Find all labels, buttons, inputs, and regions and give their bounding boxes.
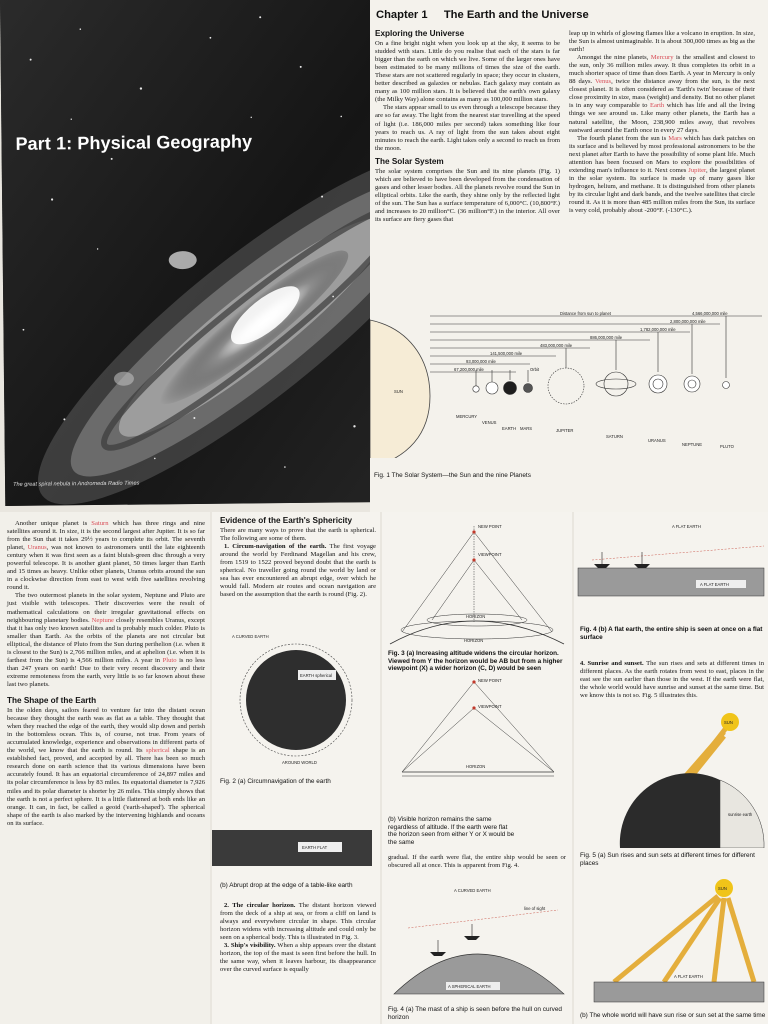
evidence-page [212, 512, 380, 1024]
planet-label-jupiter: JUPITER [556, 428, 574, 433]
fig3b-horizon-label: HORIZON [466, 764, 486, 769]
fig5a-sunrise-diagram [574, 708, 768, 848]
fig5b-caption: (b) The whole world will have sun rise or sun set at the same time [580, 1012, 766, 1019]
fig2b-caption: (b) Abrupt drop at the edge of a table-like earth [220, 882, 353, 889]
saturn-highlight: Saturn [91, 520, 109, 527]
neptune-planet [684, 376, 700, 392]
jupiter-highlight: Jupiter [688, 166, 706, 174]
orbit-label: Orbit [530, 367, 540, 372]
evidence-items-2-3 [220, 902, 376, 974]
uranus-planet [649, 375, 667, 393]
fig3a-horizon-label-2: HORIZON [464, 638, 484, 643]
mercury-planet [473, 386, 479, 392]
fig4a-title: A CURVED EARTH [454, 888, 491, 893]
planet-label-mercury: MERCURY [456, 414, 478, 419]
planets-text-column [7, 520, 205, 828]
neptune-highlight: Neptune [91, 616, 114, 624]
solar-paragraph-1b: leap up in whirls of glowing flames like a volcano in eruption. In size, the Sun is almost unimaginable. It is about 300,000 times as big as the earth! [569, 30, 755, 54]
shape-heading: The Shape of the Earth [7, 695, 97, 705]
solar-paragraph-1a: The solar system comprises the Sun and its nine planets (Fig. 1) which are believed to have been developed from the condensation of gases and other lesser bodies. All the planets revolve round the Sun in elliptical orbits. Like the earth, they shine only by the reflected light of the sun. The Sun has a surface temperature of 6,000°C. (10,800°F.) and increases to 20 million°C. (36 million°F.) in the interior. All over its surface are fiery gases that [375, 167, 560, 224]
distance-mars: 141,500,000 mile [490, 351, 523, 356]
fig5a-caption: Fig. 5 (a) Sun rises and sun sets at different times for different places [580, 852, 755, 867]
sun-label: SUN [394, 389, 403, 394]
fig2a-circumnavigation-diagram [212, 630, 380, 770]
andromeda-galaxy-image [0, 0, 377, 506]
fig3a-viewpoint-label: VIEWPOINT [478, 552, 502, 557]
evidence-heading: Evidence of the Earth's Sphericity [220, 516, 353, 525]
exploring-paragraph-1: On a fine bright night when you look up at the sky, it seems to be studded with stars. Little do you realise that each of the stars is far bigger than the earth on which we live. Some of the larger ones have been estimated to be many millions of times the size of the earth. These stars are not scattered regularly in space; they occur in clusters, better described as galaxies or nebulas. Each galaxy may contain as many as 100 million stars. It is believed that the earth's own galaxy (the Milky Way) alone contains as many as 100,000 million stars. [375, 40, 560, 104]
planet-label-uranus: URANUS [648, 438, 666, 443]
planet-label-saturn: SATURN [606, 434, 623, 439]
distance-saturn: 886,000,000 mile [590, 335, 623, 340]
distance-pluto: 4,566,000,000 mile [692, 311, 728, 316]
fig4a-caption: Fig. 4 (a) The mast of a ship is seen before the hull on curved horizon [388, 1006, 562, 1021]
fig2b-flat-earth-diagram [212, 812, 380, 872]
chapter-number: Chapter 1 [376, 9, 428, 21]
mars-highlight: Mars [668, 134, 682, 142]
fig4a-sight-label: line of sight [524, 906, 546, 911]
distance-venus: 67,200,000 mile [454, 367, 484, 372]
jupiter-planet [548, 368, 584, 404]
fig5a-sun-label: SUN [724, 720, 733, 725]
spherical-highlight: spherical [145, 747, 170, 755]
fig4b-title: A FLAT EARTH [672, 524, 701, 529]
evidence-intro: There are many ways to prove that the earth is spherical. The following are some of them. [220, 527, 376, 543]
fig4b-caption: Fig. 4 (b) A flat earth, the entire ship is seen at once on a flat surface [580, 626, 763, 641]
solar-heading: The Solar System [375, 156, 444, 166]
neptune-pluto-paragraph: The two outermost planets in the solar system, Neptune and Pluto are just visible with telescopes. Their discoveries were the result of mathematical calculations on their irregular gravitational effects on neighbouring planetary bodies. Neptune closely resembles Uranus, except that it has only two known satellites and is probably much colder. Pluto is smaller than Earth. As the orbits of the planets are not circular but elliptical, the distance of Pluto from the Sun during perihelion (i.e. when it is closest to the Sun) is 2,766 million miles, and at aphelion (i.e. when it is farthest from the Sun) is 4,566 million miles. A year in Pluto is no less than 247 years on earth! Due to their very recent discovery and their extreme remoteness from the earth, very little is so far known about these last two planets. [7, 592, 206, 688]
fig2a-curved-label: A CURVED EARTH [232, 634, 269, 639]
sunrise-paragraph: 4. Sunrise and sunset. The sun rises and sets at different times in different places. As the earth rotates from west to east, places in the east see the sun earlier than those in the west. If the earth were flat, the whole world would have sunrise and sunset at the same time. But we know this is not so. Fig. 5 illustrates this. [580, 660, 764, 700]
evidence-item-3: 3. Ship's visibility. When a ship appears over the distant horizon, the top of the mast is seen first before the hull. In the same way, when it leaves harbour, its disappearance over the curved surface is equally [220, 942, 376, 974]
fig2b-label: EARTH FLAT [302, 845, 328, 850]
fig3a-horizon-label: HORIZON [466, 614, 486, 619]
earth-planet [504, 382, 517, 395]
horizon-page [382, 512, 572, 1024]
uranus-highlight: Uranus [27, 544, 47, 552]
gradual-paragraph: gradual. If the earth were flat, the entire ship would be seen or obscured all at once. This is apparent from Fig. 4. [388, 854, 566, 870]
fig2a-around-label: AROUND WORLD [282, 760, 317, 765]
exploring-heading: Exploring the Universe [375, 29, 465, 38]
fig3b-flat-horizon-diagram [382, 672, 572, 792]
evidence-item-1: 1. Circum-navigation of the earth. The first voyage around the world by Ferdinand Magellan and his crew, from 1519 to 1522 proved beyond doubt that the earth is spherical. No traveller going round the world by land or sea has ever encountered an abrupt edge, over which he would fall. Modern air routes and ocean navigation are based on the assumption that the earth is round (Fig. 2). [220, 543, 376, 599]
fig4a-label: A SPHERICAL EARTH [448, 984, 491, 989]
evidence-item-2: 2. The circular horizon. The distant horizon viewed from the deck of a ship at sea, or from a cliff on land is always and everywhere circular in shape. This circular horizon widens with increasing altitude and could only be seen on a spherical body. This is illustrated in Fig. 3. [220, 902, 376, 942]
fig5b-flat-label: A FLAT EARTH [674, 974, 703, 979]
fig3a-caption: Fig. 3 (a) Increasing altitude widens the circular horizon. Viewed from Y the horizon would be AB but from a higher viewpoint (X) a wider horizon (C, D) would be seen [388, 650, 563, 673]
fig4a-curved-earth-diagram [382, 884, 572, 1004]
fig3b-caption: (b) Visible horizon remains the same regardless of altitude. If the earth were flat the horizon seen from either Y or X would be the same [388, 816, 515, 846]
venus-planet [486, 382, 498, 394]
fig2a-caption: Fig. 2 (a) Circumnavigation of the earth [220, 778, 331, 785]
mars-planet [524, 384, 533, 393]
planet-label-neptune: NEPTUNE [682, 442, 703, 447]
chapter-heading [376, 9, 589, 21]
fig3b-viewpoint-label: VIEWPOINT [478, 704, 502, 709]
fig3b-newpoint-label: NEW POINT [478, 678, 502, 683]
planet-label-earth: EARTH [502, 426, 517, 431]
solar-paragraph-2: Amongst the nine planets, Mercury is the smallest and closest to the sun, only 36 million miles away. It thus completes its orbit in a much shorter space of time than does Earth. A year in Mercury is only 88 days. Venus, twice the distance away from the sun, is the next closest planet. It is often considered as 'Earth's twin' because of their close proximity in size, mass (weight) and density. But no other planet is in any way comparable to Earth which has life and all the living things we see around us. Like many other planets, the Earth has a natural satellite, the Moon, 238,900 miles away, that revolves eastward around the Earth once in every 27 days. [569, 54, 755, 134]
exploring-paragraph-2: The stars appear small to us even through a telescope because they are so far away. The light from the nearest star travelling at the speed of light (i.e. 186,000 miles per second) takes something like four years to reach us. A ray of light from the sun takes about eight minutes to reach the earth. Light takes only a second to reach us from the moon. [375, 104, 560, 152]
solar-paragraph-3: The fourth planet from the sun is Mars which has dark patches on its surface and is believed by most professional astronomers to be the next planet after Earth to have the possibility of some plant life. Much attention has been focused on Mars to explore the possibilities of extending man's influence to it. Next comes Jupiter, the largest planet in the solar system. Its surface is made up of many gases like hydrogen, helium, and methane. It is distinguished from other planets by its circular light and dark bands, and the twelve satellites that circle round it. As it is more than 485 million miles from the Sun, its surface is very cold, probably about -200°F. (-130°C.). [569, 134, 755, 215]
part-title: Part 1: Physical Geography [15, 131, 253, 154]
fig4b-label: A FLAT EARTH [700, 582, 729, 587]
earth-highlight: Earth [649, 102, 665, 110]
evidence-intro-block [220, 517, 376, 599]
distance-earth: 93,000,000 mile [466, 359, 496, 364]
saturn-uranus-paragraph: Another unique planet is Saturn which has three rings and nine satellites around it. In size, it is the second largest after Jupiter. It is so far from the Sun that it takes 29½ years to complete its orbit. The seventh planet, Uranus, was not known to astronomers until the late eighteenth century when it was first seen as a faint bluish-green disc through a very powerful telescope. It is another giant planet, 50 times larger than Earth and 15 times as heavy. Unlike other planets, Uranus orbits around the sun in a clockwise direction from east to west with five satellites revolving round it. [7, 520, 205, 592]
saturn-planet [604, 372, 628, 396]
distance-uranus: 1,782,000,000 mile [640, 327, 676, 332]
fig5a-sunrise-label: sunrise earth [728, 812, 753, 817]
photo-caption: The great spiral nebula in Andromeda Radio Times [13, 480, 140, 488]
lower-left-page [0, 512, 210, 1024]
fig5b-flat-sunrise-diagram [574, 872, 768, 1012]
planet-label-pluto: PLUTO [720, 444, 734, 449]
venus-highlight: Venus [595, 78, 612, 86]
fig5b-sun-label: SUN [718, 886, 727, 891]
fig3a-newpoint-label: NEW POINT [478, 524, 502, 529]
chapter-title: The Earth and the Universe [443, 9, 589, 21]
pluto-planet [723, 382, 730, 389]
planet-label-venus: VENUS [482, 420, 497, 425]
shape-paragraph: In the olden days, sailors feared to venture far into the distant ocean because they thought the earth was as flat as a table. They thought that when they reached the edge of the earth, they would slip down and perish in the bottomless ocean. This is, of course, not true. From years of accumulated knowledge, experience and observations in different parts of the world, we know that the earth is round. Its spherical shape is an established fact, proved, and accepted by all. There has been so much research done on earth science that its various dimensions have been accurately found. It has an equatorial circumference of 24,897 miles and its polar circumference is less by 83 miles. Its equatorial diameter is 7,926 miles and its polar diameter is shorter by 26 miles. This simply shows that the earth is not a perfect sphere. It is a little flattened at both ends like an orange. It can, in fact, be called a geoid ('earth-shaped'). The spherical shape of the earth is also marked by the intervening highlands and oceans on its surface. [7, 707, 205, 827]
distance-label: Distance from sun to planet [560, 311, 611, 316]
chapter-page [370, 0, 768, 512]
part-photo-panel [0, 0, 377, 506]
distance-neptune: 2,800,000,000 mile [670, 319, 706, 324]
fig4b-flat-earth-diagram [574, 516, 768, 600]
mercury-highlight: Mercury [650, 54, 674, 62]
solar-system-diagram [370, 308, 768, 458]
distance-jupiter: 483,000,000 mile [540, 343, 573, 348]
fig2a-spherical-label: EARTH spherical [300, 673, 333, 678]
sunrise-page [574, 512, 768, 1024]
fig3a-horizon-diagram [382, 512, 572, 652]
chapter-text-column-2 [569, 30, 755, 215]
fig1-caption: Fig. 1 The Solar System—the Sun and the nine Planets [374, 472, 531, 479]
planet-label-mars: MARS [520, 426, 533, 431]
pluto-highlight: Pluto [162, 656, 177, 664]
chapter-text-column-1 [375, 30, 560, 224]
